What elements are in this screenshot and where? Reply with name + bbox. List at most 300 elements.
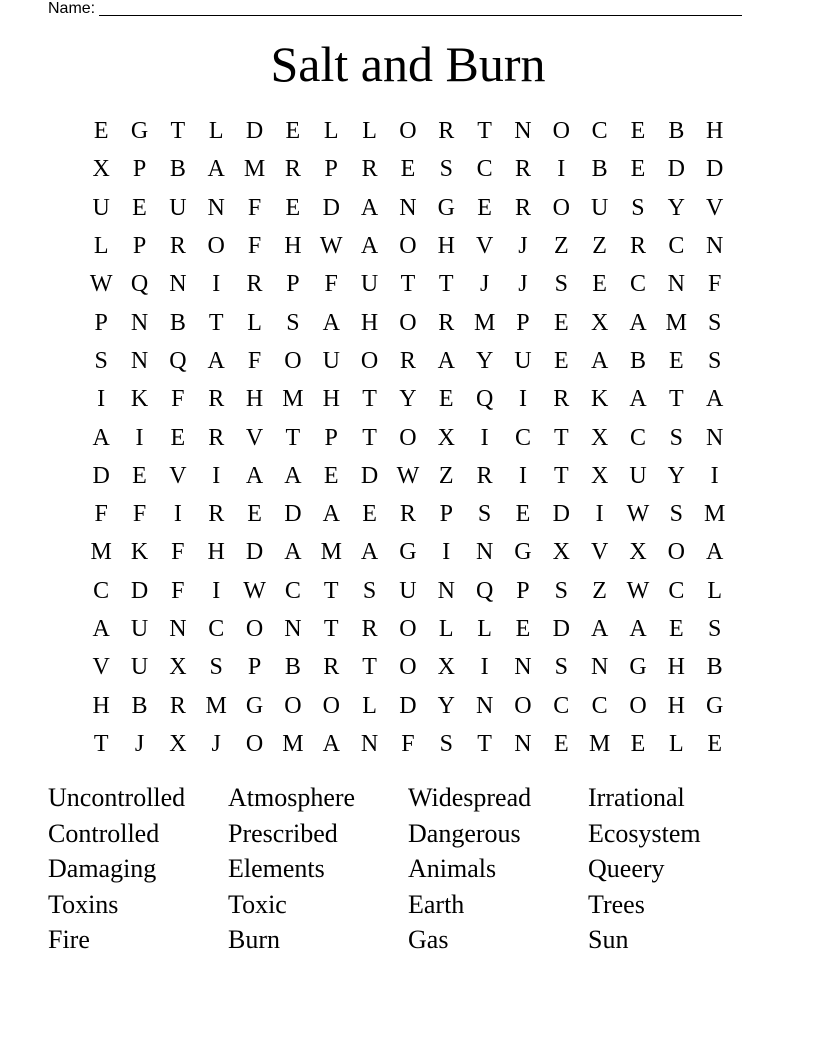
grid-letter[interactable]: L — [208, 118, 224, 145]
grid-letter[interactable]: M — [243, 156, 266, 183]
grid-letter[interactable]: A — [92, 616, 110, 642]
grid-letter[interactable]: F — [171, 386, 185, 413]
grid-letter[interactable]: S — [362, 577, 377, 604]
grid-letter[interactable]: P — [132, 156, 147, 183]
grid-letter[interactable]: T — [477, 118, 492, 145]
grid-letter[interactable]: O — [245, 616, 264, 642]
grid-letter[interactable]: N — [130, 309, 149, 336]
grid-letter[interactable]: C — [629, 424, 646, 451]
grid-letter[interactable]: E — [668, 347, 684, 374]
grid-letter[interactable]: E — [553, 309, 569, 336]
grid-letter[interactable]: Y — [475, 347, 494, 374]
grid-letter[interactable]: A — [629, 309, 647, 336]
grid-letter[interactable]: H — [706, 118, 724, 145]
grid-letter[interactable]: J — [211, 730, 221, 757]
grid-letter[interactable]: R — [361, 616, 378, 642]
grid-letter[interactable]: U — [130, 654, 149, 681]
grid-letter[interactable]: O — [399, 118, 417, 145]
grid-letter[interactable]: F — [401, 730, 415, 757]
grid-letter[interactable]: T — [323, 616, 339, 642]
grid-letter[interactable]: G — [437, 194, 455, 221]
word-bank-item: Irrational — [588, 783, 685, 812]
grid-letter[interactable]: R — [284, 156, 301, 183]
word-bank-item: Burn — [228, 925, 280, 954]
grid-letter[interactable]: M — [205, 692, 227, 719]
grid-letter[interactable]: M — [473, 309, 496, 336]
grid-letter[interactable]: R — [476, 462, 493, 489]
name-underline[interactable] — [99, 0, 742, 16]
grid-letter[interactable]: T — [553, 424, 569, 451]
grid-letter[interactable]: M — [588, 730, 611, 757]
grid-letter[interactable]: O — [514, 692, 532, 719]
grid-letter[interactable]: A — [360, 194, 379, 221]
grid-letter[interactable]: R — [438, 118, 455, 145]
grid-letter[interactable]: G — [130, 118, 149, 145]
grid-letter[interactable]: O — [399, 616, 417, 642]
grid-row — [82, 150, 734, 188]
grid-letter[interactable]: P — [132, 233, 147, 260]
grid-letter[interactable]: Z — [438, 462, 454, 489]
grid-letter[interactable]: C — [591, 118, 608, 145]
grid-letter[interactable]: V — [475, 233, 494, 260]
grid-letter[interactable]: N — [590, 654, 609, 681]
grid-letter[interactable]: T — [323, 577, 339, 604]
grid-letter[interactable]: V — [92, 654, 110, 681]
grid-letter[interactable]: Q — [169, 347, 187, 374]
grid-letter[interactable]: E — [553, 730, 569, 757]
grid-letter[interactable]: P — [516, 309, 530, 336]
grid-letter[interactable]: X — [590, 462, 609, 489]
grid-letter[interactable]: N — [437, 577, 455, 604]
grid-letter[interactable]: A — [437, 347, 455, 374]
grid-letter[interactable]: O — [667, 539, 685, 566]
grid-letter[interactable]: C — [208, 616, 225, 642]
grid-letter[interactable]: U — [514, 347, 532, 374]
grid-letter[interactable]: A — [322, 309, 340, 336]
grid-letter[interactable]: V — [245, 424, 264, 451]
grid-letter[interactable]: N — [667, 271, 685, 298]
grid-letter[interactable]: R — [208, 386, 225, 413]
grid-letter[interactable]: T — [208, 309, 224, 336]
grid-letter[interactable]: T — [553, 462, 569, 489]
grid-letter[interactable]: J — [518, 271, 528, 298]
grid-letter[interactable]: E — [132, 194, 147, 221]
grid-letter[interactable]: A — [92, 424, 110, 451]
grid-letter[interactable]: E — [630, 118, 646, 145]
grid-letter[interactable]: D — [399, 692, 417, 719]
grid-letter[interactable]: T — [477, 730, 492, 757]
grid-letter[interactable]: B — [629, 347, 646, 374]
grid-letter[interactable]: H — [207, 539, 225, 566]
grid-letter[interactable]: D — [552, 501, 570, 528]
grid-letter[interactable]: X — [169, 730, 187, 757]
grid-letter[interactable]: A — [629, 386, 647, 413]
grid-letter[interactable]: A — [706, 386, 724, 413]
grid-letter[interactable]: Z — [553, 233, 569, 260]
grid-letter[interactable]: S — [707, 616, 722, 642]
grid-letter[interactable]: I — [518, 386, 527, 413]
grid-letter[interactable]: X — [92, 156, 110, 183]
grid-letter[interactable]: I — [173, 501, 182, 528]
grid-letter[interactable]: F — [171, 577, 185, 604]
grid-letter[interactable]: D — [245, 539, 264, 566]
grid-letter[interactable]: S — [554, 577, 568, 604]
grid-letter[interactable]: I — [480, 424, 489, 451]
grid-letter[interactable]: O — [399, 424, 417, 451]
grid-letter[interactable]: G — [706, 692, 724, 719]
grid-letter[interactable]: H — [437, 233, 455, 260]
grid-letter[interactable]: E — [515, 501, 531, 528]
grid-letter[interactable]: I — [97, 386, 106, 413]
grid-letter[interactable]: R — [438, 309, 455, 336]
grid-letter[interactable]: A — [322, 730, 340, 757]
grid-letter[interactable]: B — [591, 156, 608, 183]
grid-letter[interactable]: N — [475, 692, 494, 719]
grid-letter[interactable]: W — [626, 501, 650, 528]
grid-letter[interactable]: E — [132, 462, 147, 489]
grid-letter[interactable]: E — [247, 501, 262, 528]
grid-letter[interactable]: F — [707, 271, 722, 298]
grid-letter[interactable]: A — [629, 616, 647, 642]
grid-letter[interactable]: H — [667, 654, 685, 681]
grid-letter[interactable]: I — [518, 462, 527, 489]
grid-letter[interactable]: X — [437, 654, 455, 681]
grid-letter[interactable]: T — [362, 386, 377, 413]
grid-letter[interactable]: Y — [667, 462, 685, 489]
grid-letter[interactable]: I — [480, 654, 489, 681]
grid-letter[interactable]: U — [360, 271, 379, 298]
grid-letter[interactable]: M — [704, 501, 726, 528]
grid-letter[interactable]: P — [247, 654, 262, 681]
grid-letter[interactable]: D — [667, 156, 685, 183]
grid-letter[interactable]: C — [476, 156, 493, 183]
grid-letter[interactable]: E — [630, 156, 646, 183]
grid-letter[interactable]: X — [590, 309, 609, 336]
grid-letter[interactable]: I — [557, 156, 566, 183]
grid-letter[interactable]: Q — [475, 386, 494, 413]
grid-letter[interactable]: E — [285, 118, 301, 145]
grid-letter[interactable]: B — [706, 654, 723, 681]
grid-letter[interactable]: T — [362, 424, 377, 451]
grid-letter[interactable]: W — [396, 462, 420, 489]
grid-letter[interactable]: U — [169, 194, 187, 221]
grid-letter[interactable]: R — [629, 233, 646, 260]
grid-letter[interactable]: L — [477, 616, 492, 642]
grid-letter[interactable]: U — [590, 194, 609, 221]
grid-letter[interactable]: T — [170, 118, 186, 145]
grid-letter[interactable]: J — [518, 233, 528, 260]
grid-letter[interactable]: F — [94, 501, 108, 528]
word-bank-item: Dangerous — [408, 818, 521, 848]
grid-letter[interactable]: O — [322, 692, 340, 719]
grid-letter[interactable]: S — [209, 654, 223, 681]
grid-letter[interactable]: E — [362, 501, 377, 528]
grid-letter[interactable]: S — [439, 730, 453, 757]
grid-letter[interactable]: M — [282, 730, 304, 757]
grid-letter[interactable]: E — [592, 271, 607, 298]
grid-letter[interactable]: W — [319, 233, 343, 260]
grid-letter[interactable]: B — [169, 156, 186, 183]
grid-letter[interactable]: N — [475, 539, 494, 566]
grid-letter[interactable]: E — [438, 386, 454, 413]
grid-letter[interactable]: E — [553, 347, 569, 374]
grid-letter[interactable]: V — [169, 462, 187, 489]
grid-letter[interactable]: C — [591, 692, 608, 719]
grid-letter[interactable]: L — [362, 692, 377, 719]
grid-letter[interactable]: H — [245, 386, 264, 413]
grid-letter[interactable]: O — [399, 654, 417, 681]
grid-letter[interactable]: A — [207, 347, 225, 374]
grid-letter[interactable]: O — [245, 730, 264, 757]
grid-letter[interactable]: Q — [130, 271, 149, 298]
grid-letter[interactable]: A — [284, 462, 302, 489]
grid-letter[interactable]: V — [590, 539, 609, 566]
grid-letter[interactable]: I — [212, 271, 221, 298]
grid-letter[interactable]: Z — [592, 577, 607, 604]
grid-letter[interactable]: R — [169, 692, 186, 719]
grid-letter[interactable]: N — [130, 347, 149, 374]
grid-letter[interactable]: G — [399, 539, 417, 566]
grid-letter[interactable]: T — [668, 386, 684, 413]
grid-letter[interactable]: O — [629, 692, 647, 719]
grid-letter[interactable]: W — [626, 577, 650, 604]
grid-letter[interactable]: E — [515, 616, 531, 642]
grid-letter[interactable]: S — [286, 309, 300, 336]
grid-letter[interactable]: Y — [667, 194, 685, 221]
grid-letter[interactable]: S — [554, 271, 568, 298]
grid-letter[interactable]: F — [247, 233, 262, 260]
grid-letter[interactable]: B — [169, 309, 186, 336]
grid-letter[interactable]: L — [247, 309, 262, 336]
grid-letter[interactable]: O — [360, 347, 379, 374]
grid-letter[interactable]: U — [322, 347, 340, 374]
grid-letter[interactable]: W — [243, 577, 266, 604]
grid-letter[interactable]: I — [710, 462, 719, 489]
grid-letter[interactable]: O — [399, 233, 417, 260]
grid-letter[interactable]: R — [323, 654, 340, 681]
grid-letter[interactable]: C — [514, 424, 531, 451]
grid-letter[interactable]: S — [669, 501, 683, 528]
grid-letter[interactable]: X — [629, 539, 647, 566]
grid-letter[interactable]: P — [516, 577, 530, 604]
grid-row — [82, 457, 734, 495]
grid-letter[interactable]: E — [170, 424, 186, 451]
grid-letter[interactable]: P — [324, 156, 338, 183]
grid-letter[interactable]: L — [668, 730, 684, 757]
grid-letter[interactable]: H — [360, 309, 379, 336]
grid-letter[interactable]: N — [284, 616, 302, 642]
grid-letter[interactable]: F — [324, 271, 338, 298]
grid-letter[interactable]: P — [94, 309, 108, 336]
grid-letter[interactable]: S — [477, 501, 492, 528]
grid-letter[interactable]: A — [590, 347, 609, 374]
grid-letter[interactable]: O — [552, 118, 570, 145]
grid-letter[interactable]: Z — [592, 233, 607, 260]
grid-letter[interactable]: N — [706, 233, 724, 260]
grid-letter[interactable]: R — [208, 424, 225, 451]
grid-letter[interactable]: X — [590, 424, 609, 451]
grid-letter[interactable]: R — [208, 501, 225, 528]
grid-letter[interactable]: K — [590, 386, 609, 413]
grid-letter[interactable]: J — [134, 730, 145, 757]
grid-letter[interactable]: R — [553, 386, 570, 413]
grid-letter[interactable]: T — [362, 654, 377, 681]
grid-letter[interactable]: S — [707, 347, 722, 374]
grid-letter[interactable]: H — [322, 386, 340, 413]
grid-letter[interactable]: P — [439, 501, 453, 528]
grid-letter[interactable]: K — [130, 539, 149, 566]
grid-letter[interactable]: A — [360, 539, 379, 566]
grid-letter[interactable]: B — [284, 654, 301, 681]
grid-letter[interactable]: E — [93, 118, 109, 145]
grid-letter[interactable]: E — [477, 194, 492, 221]
grid-letter[interactable]: E — [400, 156, 416, 183]
grid-letter[interactable]: L — [362, 118, 377, 145]
grid-letter[interactable]: L — [438, 616, 454, 642]
grid-letter[interactable]: S — [631, 194, 645, 221]
grid-letter[interactable]: N — [706, 424, 724, 451]
grid-letter[interactable]: R — [514, 156, 531, 183]
grid-letter[interactable]: W — [89, 271, 113, 298]
grid-letter[interactable]: N — [399, 194, 417, 221]
grid-letter[interactable]: D — [245, 118, 264, 145]
grid-letter[interactable]: I — [212, 577, 221, 604]
word-bank-item: Prescribed — [228, 818, 338, 848]
word-bank-item: Animals — [408, 854, 497, 883]
grid-letter[interactable]: C — [668, 577, 685, 604]
grid-letter[interactable]: A — [284, 539, 302, 566]
grid-letter[interactable]: G — [245, 692, 264, 719]
grid-letter[interactable]: U — [92, 194, 110, 221]
grid-letter[interactable]: I — [595, 501, 604, 528]
grid-letter[interactable]: U — [629, 462, 647, 489]
grid-letter[interactable]: L — [323, 118, 339, 145]
grid-letter[interactable]: Y — [437, 692, 455, 719]
grid-letter[interactable]: I — [135, 424, 144, 451]
grid-letter[interactable]: T — [285, 424, 301, 451]
grid-letter[interactable]: H — [667, 692, 685, 719]
grid-letter[interactable]: T — [438, 271, 454, 298]
grid-letter[interactable]: S — [554, 654, 568, 681]
grid-letter[interactable]: D — [322, 194, 340, 221]
grid-letter[interactable]: A — [360, 233, 379, 260]
grid-letter[interactable]: F — [132, 501, 147, 528]
grid-letter[interactable]: B — [668, 118, 685, 145]
grid-letter[interactable]: I — [212, 462, 221, 489]
grid-letter[interactable]: E — [323, 462, 339, 489]
grid-letter[interactable]: S — [707, 309, 722, 336]
grid-letter[interactable]: O — [552, 194, 570, 221]
grid-letter[interactable]: F — [247, 347, 262, 374]
grid-row — [82, 189, 734, 227]
grid-letter[interactable]: A — [322, 501, 340, 528]
grid-letter[interactable]: H — [284, 233, 302, 260]
grid-letter[interactable]: T — [93, 730, 109, 757]
grid-letter[interactable]: P — [324, 424, 338, 451]
grid-letter[interactable]: A — [245, 462, 264, 489]
grid-letter[interactable]: L — [93, 233, 109, 260]
grid-letter[interactable]: D — [284, 501, 302, 528]
grid-letter[interactable]: D — [552, 616, 570, 642]
grid-letter[interactable]: R — [361, 156, 378, 183]
grid-letter[interactable]: I — [442, 539, 451, 566]
grid-letter[interactable]: V — [706, 194, 724, 221]
grid-letter[interactable]: E — [707, 730, 722, 757]
grid-letter[interactable]: U — [130, 616, 149, 642]
grid-letter[interactable]: M — [282, 386, 304, 413]
grid-letter[interactable]: O — [207, 233, 225, 260]
grid-letter[interactable]: O — [284, 692, 302, 719]
grid-letter[interactable]: K — [130, 386, 149, 413]
grid-letter[interactable]: N — [207, 194, 225, 221]
grid-letter[interactable]: D — [706, 156, 724, 183]
grid-letter[interactable]: R — [246, 271, 263, 298]
grid-letter[interactable]: X — [437, 424, 455, 451]
grid-letter[interactable]: E — [285, 194, 301, 221]
grid-letter[interactable]: P — [286, 271, 300, 298]
grid-letter[interactable]: X — [552, 539, 570, 566]
grid-letter[interactable]: N — [514, 654, 532, 681]
grid-row — [82, 112, 734, 150]
grid-letter[interactable]: R — [399, 501, 416, 528]
grid-letter[interactable]: N — [514, 730, 532, 757]
grid-letter[interactable]: C — [553, 692, 570, 719]
grid-letter[interactable]: M — [320, 539, 342, 566]
grid-letter[interactable]: N — [169, 616, 187, 642]
grid-letter[interactable]: A — [706, 539, 724, 566]
grid-letter[interactable]: D — [130, 577, 149, 604]
grid-letter[interactable]: E — [630, 730, 646, 757]
grid-letter[interactable]: N — [514, 118, 532, 145]
grid-letter[interactable]: Y — [399, 386, 417, 413]
grid-letter[interactable]: L — [707, 577, 722, 604]
grid-letter[interactable]: A — [590, 616, 609, 642]
grid-letter[interactable]: N — [360, 730, 379, 757]
grid-letter[interactable]: B — [131, 692, 148, 719]
grid-letter[interactable]: G — [629, 654, 647, 681]
grid-letter[interactable]: N — [169, 271, 187, 298]
grid-letter[interactable]: R — [399, 347, 416, 374]
grid-letter[interactable]: M — [665, 309, 687, 336]
grid-letter[interactable]: S — [439, 156, 453, 183]
grid-letter[interactable]: R — [169, 233, 186, 260]
grid-letter[interactable]: A — [207, 156, 225, 183]
grid-letter[interactable]: F — [171, 539, 185, 566]
grid-letter[interactable]: T — [400, 271, 416, 298]
grid-letter[interactable]: Q — [475, 577, 494, 604]
grid-letter[interactable]: C — [629, 271, 646, 298]
grid-letter[interactable]: D — [360, 462, 379, 489]
grid-letter[interactable]: M — [90, 539, 112, 566]
grid-letter[interactable]: D — [92, 462, 110, 489]
grid-letter[interactable]: E — [668, 616, 684, 642]
grid-letter[interactable]: U — [399, 577, 417, 604]
page-title: Salt and Burn — [270, 36, 546, 92]
grid-letter[interactable]: J — [479, 271, 490, 298]
grid-letter[interactable]: H — [92, 692, 110, 719]
grid-letter[interactable]: C — [93, 577, 110, 604]
grid-letter[interactable]: R — [514, 194, 531, 221]
grid-letter[interactable]: C — [284, 577, 301, 604]
grid-letter[interactable]: G — [514, 539, 532, 566]
grid-letter[interactable]: C — [668, 233, 685, 260]
grid-letter[interactable]: X — [169, 654, 187, 681]
grid-letter[interactable]: O — [399, 309, 417, 336]
grid-letter[interactable]: S — [669, 424, 683, 451]
grid-letter[interactable]: O — [284, 347, 302, 374]
grid-letter[interactable]: S — [94, 347, 108, 374]
grid-letter[interactable]: F — [247, 194, 262, 221]
